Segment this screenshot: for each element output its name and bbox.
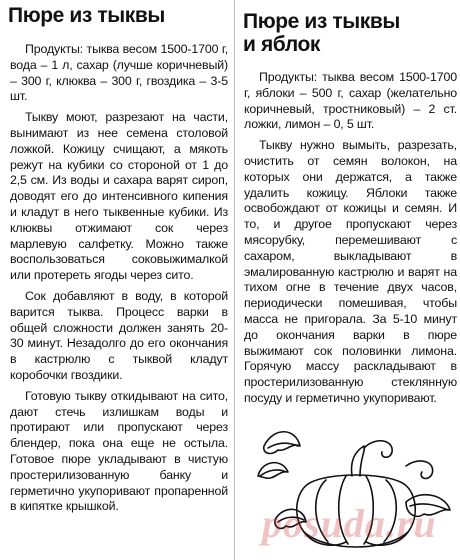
instructions-paragraph: Сок добавляют в воду, в которой варится тыква. Процесс варки в общей сложности должен занять 20-30 минут. Незадолго до его окончания в кастрюлю с тыквой кладут коробочки гвоздики. bbox=[10, 288, 228, 382]
column-divider bbox=[234, 0, 235, 560]
ingredients-paragraph: Продукты: тыква весом 1500-1700 г, яблоки – 500 г, сахар (желательно коричневый, тростниковый) – 2 ст. ложки, лимон – 0, 5 шт. bbox=[244, 70, 457, 132]
instructions-paragraph: Тыкву нужно вымыть, разрезать, очистить от семян волокон, на которых они держатся, а также удалить кожицу. Яблоки также освобождают от кожицы и семян. И то, и другое пропускают через мясорубку, перемешивают с сахаром, выкладывают в эмалированную кастрюлю и варят на тихом огне в течение двух часов, периодически помешивая, чтобы масса не пригорала. За 5-10 минут до окончания варки в пюре выжимают сок половинки лимона. Горячую массу раскладывают в простерилизованную стеклянную посуду и герметично укупоривают. bbox=[244, 138, 457, 405]
stem-icon bbox=[352, 446, 365, 476]
recipe-title: Пюре из тыквы bbox=[8, 4, 165, 27]
recipe-body bbox=[10, 42, 228, 515]
recipe-body bbox=[244, 70, 457, 407]
instructions-paragraph: Готовую тыкву откидывают на сито, дают стечь излишкам воды и протирают или пропускают через блендер, пока она еще не остыла. Готовое пюре укладывают в чистую простерилизованную банку и герметично укупоривают пропаренной в кипятке крышкой. bbox=[10, 388, 228, 514]
recipe-title: Пюре из тыквы и яблок bbox=[243, 10, 400, 56]
ingredients-paragraph: Продукты: тыква весом 1500-1700 г, вода – 1 л, сахар (лучше коричневый) – 300 г, клюква – 300 г, гвоздика – 3-5 шт. bbox=[10, 42, 228, 104]
watermark: posuda.ru bbox=[262, 501, 437, 546]
instructions-paragraph: Тыкву моют, разрезают на части, вынимают из нее семена столовой ложкой. Кожицу счищают, а мякоть режут на кубики со стороной от 1 до 2,5 см. Из воды и сахара варят сироп, доводят его до интенсивного кипения и кладут в него тыквенные кубики. Из клюквы отжимают сок через марлевую салфетку. Можно также воспользоваться соковыжималкой или протереть ягоды через сито. bbox=[10, 110, 228, 283]
